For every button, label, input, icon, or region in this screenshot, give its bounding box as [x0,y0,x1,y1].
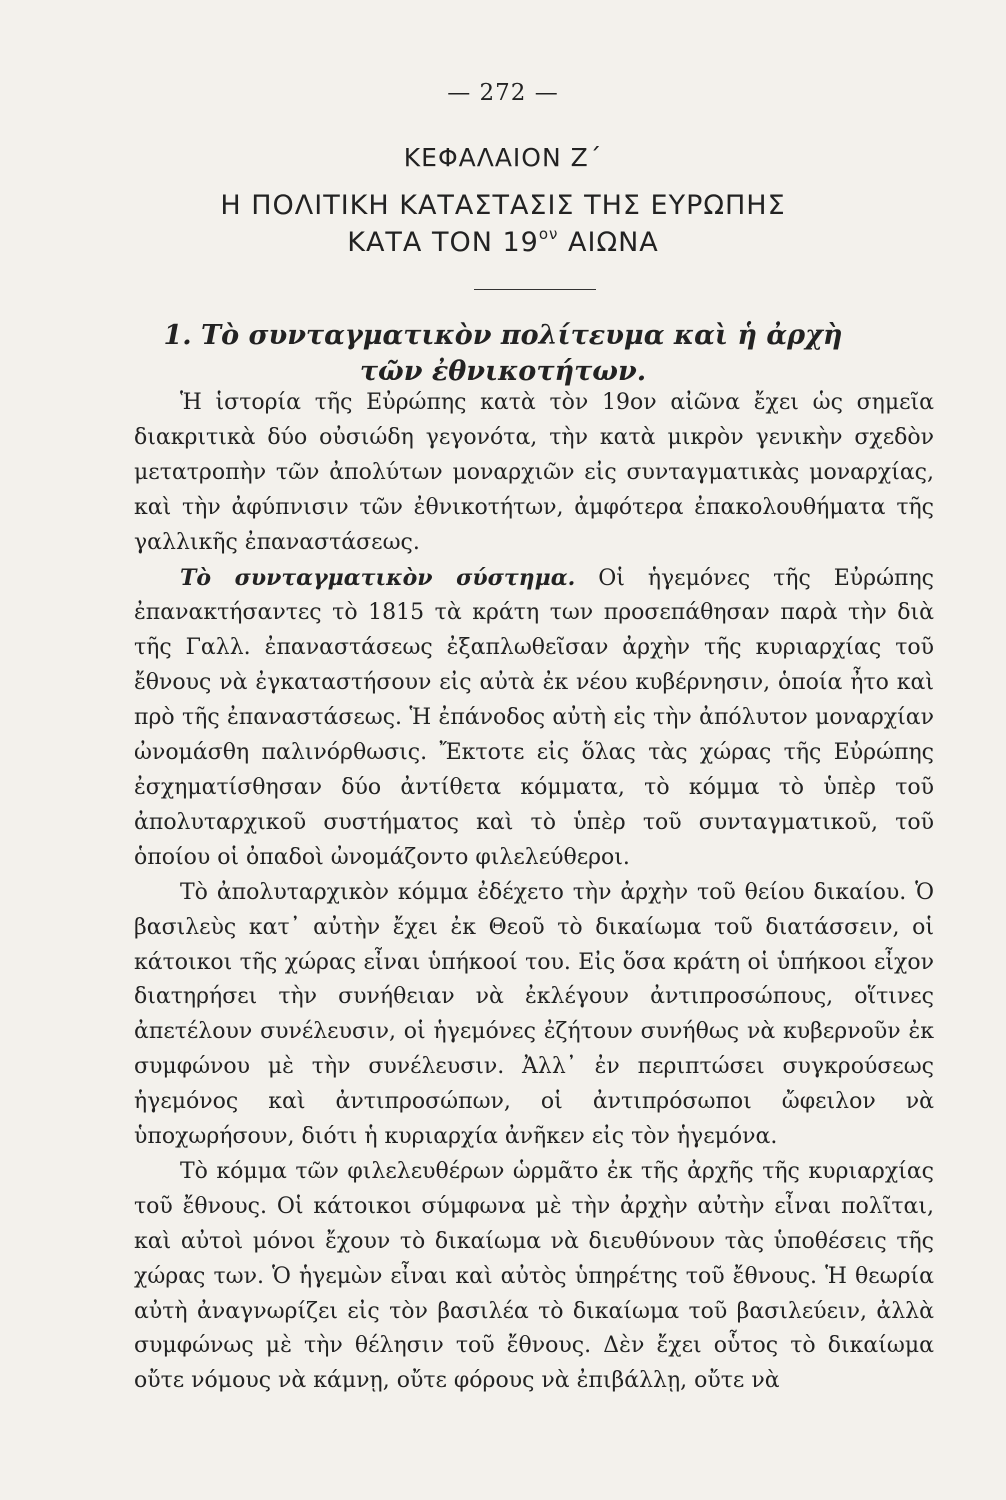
paragraph-2-text: Οἱ ἡγεμόνες τῆς Εὐρώπης ἐπανακτήσαντες τὸ 1815 τὰ κράτη των προσεπάθησαν παρὰ τὴν διὰ τῆς Γαλλ. ἐπαναστάσεως ἐξαπλωθεῖσαν ἀρχὴν τῆς κυριαρχίας τοῦ ἔθνους νὰ ἐγκαταστήσουν εἰς αὐτὰ ἐκ νέου κυβέρνησιν, ὁποία ἦτο καὶ πρὸ τῆς ἐπαναστάσεως. Ἡ ἐπάνοδος αὐτὴ εἰς τὴν ἀπόλυτον μοναρχίαν ὠνομάσθη παλινόρθωσις. Ἔκτοτε εἰς ὅλας τὰς χώρας τῆς Εὐρώπης ἐσχηματίσθησαν δύο ἀντίθετα κόμματα, τὸ κόμμα τὸ ὑπὲρ τοῦ ἀπολυταρχικοῦ συστήματος καὶ τὸ ὑπὲρ τοῦ συνταγματικοῦ, τοῦ ὁποίου οἱ ὀπαδοὶ ὠνομάζοντο φιλελεύθεροι. [134,565,934,870]
paragraph-2 [134,561,934,876]
page-number: — 272 — [447,80,559,106]
paragraph-2-lead: Τὸ συνταγματικὸν σύστημα. [180,564,576,591]
paragraph-3 [134,876,934,1155]
chapter-title-line-1: Η ΠΟΛΙΤΙΚΗ ΚΑΤΑΣΤΑΣΙΣ ΤΗΣ ΕΥΡΩΠΗΣ [220,190,786,221]
chapter-title-line-2 [0,227,1006,258]
paragraph-3-text: Τὸ ἀπολυταρχικὸν κόμμα ἐδέχετο τὴν ἀρχὴν τοῦ θείου δικαίου. Ὁ βασιλεὺς κατ᾽ αὐτὴν ἔχει ἐκ Θεοῦ τὸ δικαίωμα τοῦ διατάσσειν, οἱ κάτοικοι τῆς χώρας εἶναι ὑπήκοοί του. Εἰς ὅσα κράτη οἱ ὑπήκοοι εἶχον διατηρήσει τὴν συνήθειαν νὰ ἐκλέγουν ἀντιπροσώπους, οἵτινες ἀπετέλουν συνέλευσιν, οἱ ἡγεμόνες ἐζήτουν συνήθως νὰ κυβερνοῦν ἐκ συμφώνου μὲ τὴν συνέλευσιν. Ἀλλ᾽ ἐν περιπτώσει συγκρούσεως ἡγεμόνος καὶ ἀντιπροσώπων, οἱ ἀντιπρόσωποι ὤφειλον νὰ ὑποχωρήσουν, διότι ἡ κυριαρχία ἀνῆκεν εἰς τὸν ἡγεμόνα. [134,879,934,1150]
title-divider [474,289,596,290]
paragraph-4-text: Τὸ κόμμα τῶν φιλελευθέρων ὡρμᾶτο ἐκ τῆς ἀρχῆς τῆς κυριαρχίας τοῦ ἔθνους. Οἱ κάτοικοι σύμφωνα μὲ τὴν ἀρχὴν αὐτὴν εἶναι πολῖται, καὶ αὐτοὶ μόνοι ἔχουν τὸ δικαίωμα νὰ διευθύνουν τὰς ὑποθέσεις τῆς χώρας των. Ὁ ἡγεμὼν εἶναι καὶ αὐτὸς ὑπηρέτης τοῦ ἔθνους. Ἡ θεωρία αὐτὴ ἀναγνωρίζει εἰς τὸν βασιλέα τὸ δικαίωμα τοῦ βασιλεύειν, ἀλλὰ συμφώνως μὲ τὴν θέλησιν τοῦ ἔθνους. Δὲν ἔχει οὗτος τὸ δικαίωμα οὔτε νόμους νὰ κάμνῃ, οὔτε φόρους νὰ ἐπιβάλλῃ, οὔτε νὰ [134,1158,934,1394]
chapter-title-line-2-pre: ΚΑΤΑ ΤΟΝ 19 [347,227,539,258]
chapter-heading: ΚΕΦΑΛΑΙΟΝ Ζ΄ [403,143,603,172]
body-text [134,386,934,1399]
paragraph-4 [134,1155,934,1399]
chapter-title-superscript: ον [538,225,559,243]
paragraph-1 [134,386,934,561]
paragraph-1-text: Ἡ ἱστορία τῆς Εὐρώπης κατὰ τὸν 19ον αἰῶνα ἔχει ὡς σημεῖα διακριτικὰ δύο οὐσιώδη γεγονότα, τὴν κατὰ μικρὸν γενικὴν σχεδὸν μετατροπὴν τῶν ἀπολύτων μοναρχιῶν εἰς συνταγματικὰς μοναρχίας, καὶ τὴν ἀφύπνισιν τῶν ἐθνικοτήτων, ἀμφότερα ἐπακολουθήματα τῆς γαλλικῆς ἐπαναστάσεως. [134,390,934,555]
section-heading-line-1: 1. Τὸ συνταγματικὸν πολίτευμα καὶ ἡ ἀρχὴ [163,320,843,351]
section-heading-line-2: τῶν ἐθνικοτήτων. [359,356,647,387]
chapter-title-line-2-post: ΑΙΩΝΑ [558,227,659,258]
